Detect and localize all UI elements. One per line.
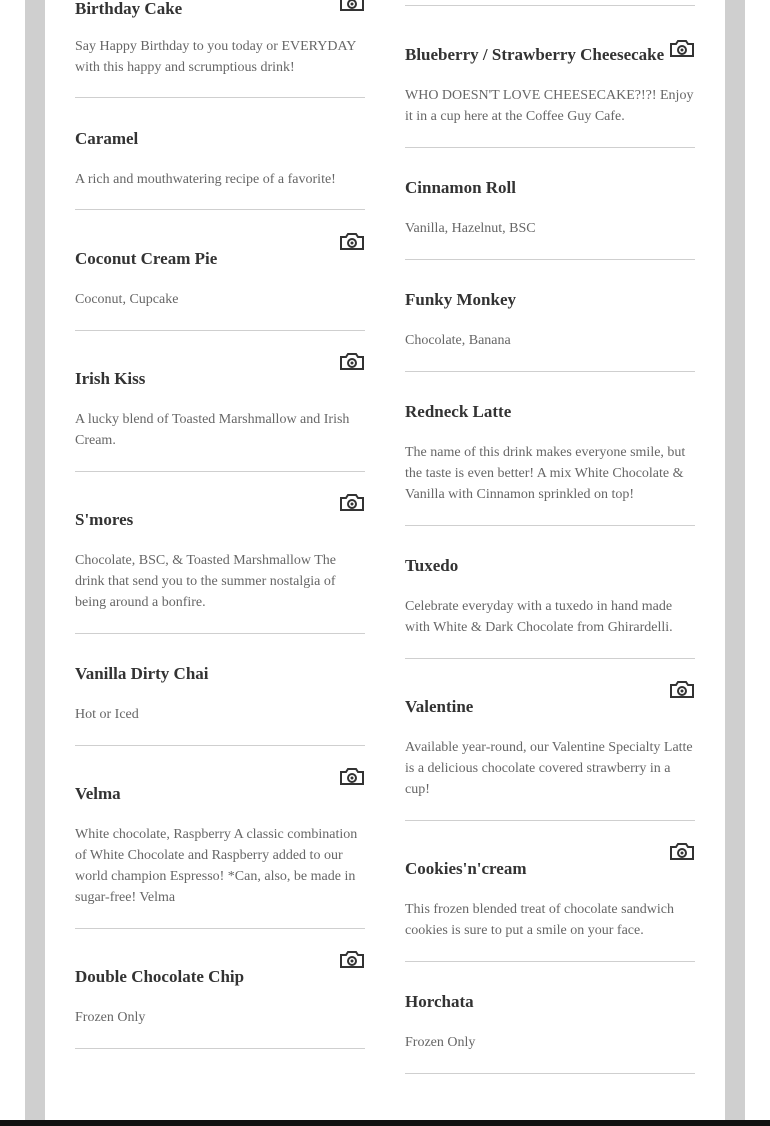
divider: [75, 745, 365, 746]
menu-item-title: Coconut Cream Pie: [75, 249, 218, 268]
divider: [75, 330, 365, 331]
menu-item-title: Redneck Latte: [405, 402, 512, 421]
menu-item-title: Double Chocolate Chip: [75, 967, 245, 986]
menu-item-description: A lucky blend of Toasted Marshmallow and Irish Cream.: [75, 412, 350, 448]
menu-item-title: Funky Monkey: [405, 290, 516, 309]
divider: [75, 633, 365, 634]
menu-item-title: Vanilla Dirty Chai: [75, 664, 209, 683]
menu-item-title: Irish Kiss: [75, 369, 146, 388]
camera-icon[interactable]: [339, 949, 365, 969]
divider: [405, 147, 695, 148]
divider: [405, 5, 695, 6]
menu-item-description: Chocolate, BSC, & Toasted Marshmallow The drink that send you to the summer nostalgia of being around a bonfire.: [75, 553, 336, 610]
menu-item-description: Frozen Only: [75, 1010, 146, 1025]
menu-item-description: Available year-round, our Valentine Specialty Latte is a delicious chocolate covered strawberry in a cup!: [405, 740, 693, 797]
divider: [75, 1048, 365, 1049]
menu-item-description: A rich and mouthwatering recipe of a favorite!: [75, 172, 336, 187]
divider: [75, 209, 365, 210]
menu-item-description: This frozen blended treat of chocolate sandwich cookies is sure to put a smile on your face.: [405, 902, 675, 938]
menu-item-title: Tuxedo: [405, 556, 459, 575]
footer-bar: [0, 1120, 770, 1126]
divider: [405, 371, 695, 372]
camera-icon[interactable]: [339, 0, 365, 12]
menu-item-description: Vanilla, Hazelnut, BSC: [405, 221, 536, 236]
camera-icon[interactable]: [339, 231, 365, 251]
camera-icon[interactable]: [669, 841, 695, 861]
divider: [405, 658, 695, 659]
menu-item-title: Birthday Cake: [75, 0, 183, 18]
camera-icon[interactable]: [339, 351, 365, 371]
menu-item-title: Cinnamon Roll: [405, 178, 516, 197]
menu-item-description: The name of this drink makes everyone smile, but the taste is even better! A mix White Chocolate & Vanilla with Cinnamon sprinkled on top!: [405, 445, 686, 502]
camera-icon[interactable]: [669, 38, 695, 58]
menu-item-title: Velma: [75, 784, 121, 803]
divider: [405, 961, 695, 962]
camera-icon[interactable]: [339, 766, 365, 786]
camera-icon[interactable]: [339, 492, 365, 512]
divider: [75, 97, 365, 98]
menu-item-title: Horchata: [405, 992, 474, 1011]
divider: [405, 820, 695, 821]
menu-item-description: Chocolate, Banana: [405, 333, 511, 348]
divider: [405, 1073, 695, 1074]
menu-item-description: WHO DOESN'T LOVE CHEESECAKE?!?! Enjoy it in a cup here at the Coffee Guy Cafe.: [405, 88, 694, 124]
menu-item-title: Cookies'n'cream: [405, 859, 527, 878]
menu-item-title: Caramel: [75, 129, 139, 148]
menu-item-description: Frozen Only: [405, 1035, 476, 1050]
camera-icon[interactable]: [669, 679, 695, 699]
menu-item-title: Blueberry / Strawberry Cheesecake: [405, 45, 665, 64]
menu-item-description: Coconut, Cupcake: [75, 292, 179, 307]
divider: [75, 471, 365, 472]
divider: [405, 259, 695, 260]
menu-item-description: Say Happy Birthday to you today or EVERYDAY with this happy and scrumptious drink!: [75, 39, 356, 75]
page-side-border-left: [25, 0, 45, 1126]
divider: [75, 928, 365, 929]
menu-item-title: S'mores: [75, 510, 134, 529]
menu-item-description: Celebrate everyday with a tuxedo in hand made with White & Dark Chocolate from Ghirardelli.: [405, 599, 673, 635]
divider: [405, 525, 695, 526]
page-side-border-right: [725, 0, 745, 1126]
menu-item-title: Valentine: [405, 697, 474, 716]
menu-item-description: White chocolate, Raspberry A classic combination of White Chocolate and Raspberry added to our world champion Espresso! *Can, also, be made in sugar-free! Velma: [75, 827, 358, 905]
menu-item-description: Hot or Iced: [75, 707, 139, 722]
